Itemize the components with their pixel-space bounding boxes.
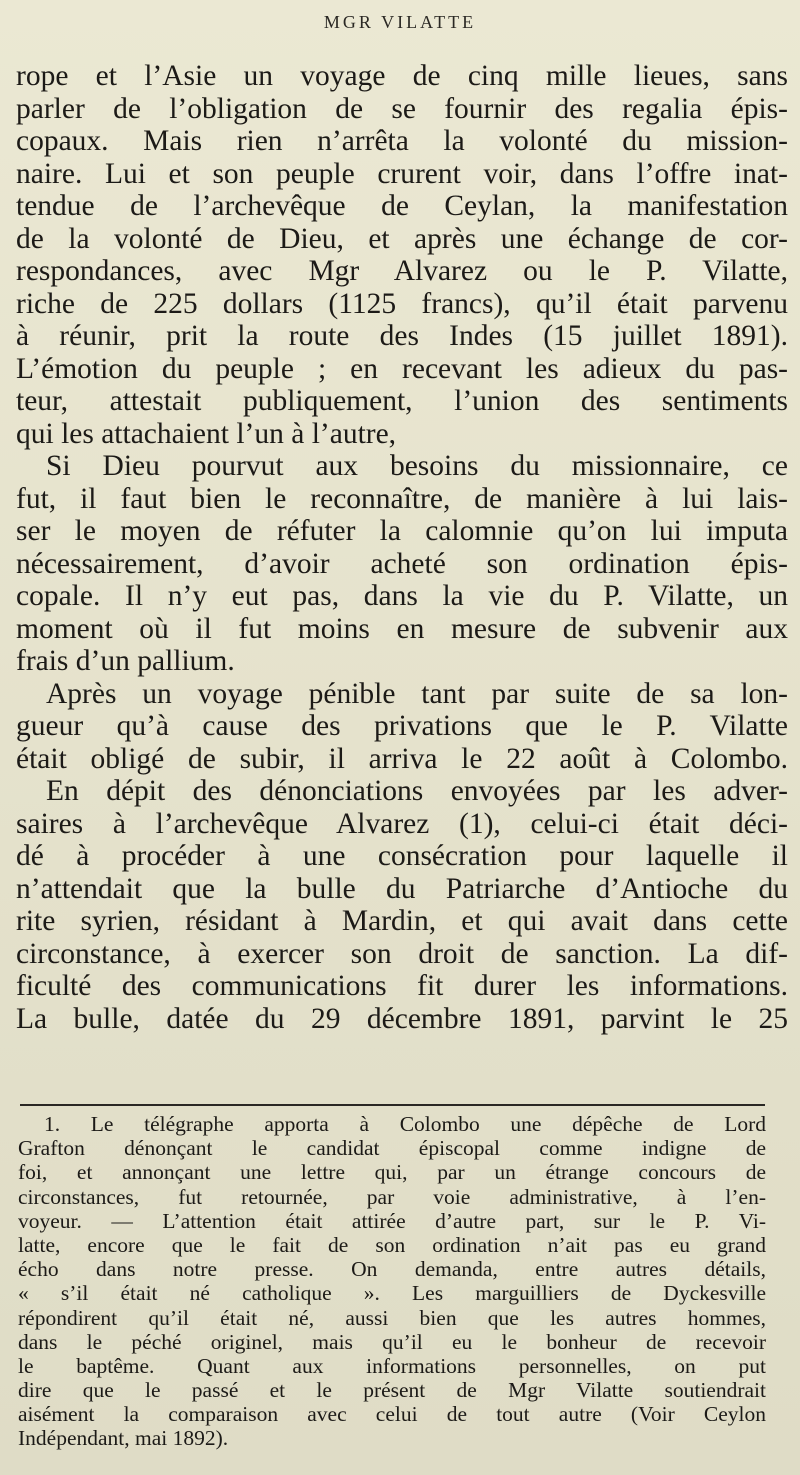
footnote-line: écho dans notre presse. On demanda, entre autres détails,: [18, 1257, 766, 1282]
footnote-line: « s’il était né catholique ». Les marguilliers de Dyckesville: [18, 1281, 766, 1306]
text-line: respondances, avec Mgr Alvarez ou le P. Vilatte,: [16, 255, 788, 287]
text-line: teur, attestait publiquement, l’union des sentiments: [16, 385, 788, 417]
text-line: rope et l’Asie un voyage de cinq mille lieues, sans: [16, 60, 788, 92]
text-line: copaux. Mais rien n’arrêta la volonté du mission-: [16, 125, 788, 157]
text-line: gueur qu’à cause des privations que le P. Vilatte: [16, 710, 788, 742]
text-line: n’attendait que la bulle du Patriarche d’Antioche du: [16, 872, 788, 905]
text-line: saires à l’archevêque Alvarez (1), celui-ci était déci-: [16, 807, 788, 840]
text-line: En dépit des dénonciations envoyées par les adver-: [46, 775, 788, 807]
text-line: frais d’un pallium.: [16, 645, 235, 677]
footnote: [18, 1112, 766, 1451]
footnote-line: foi, et annonçant une lettre qui, par un étrange concours de: [18, 1160, 766, 1185]
text-line: ficulté des communications fit durer les informations.: [16, 970, 788, 1002]
footnote-line: Grafton dénonçant le candidat épiscopal comme indigne de: [18, 1136, 766, 1161]
footnote-line: latte, encore que le fait de son ordination n’ait pas eu grand: [18, 1232, 766, 1257]
text-line: était obligé de subir, il arriva le 22 août à Colombo.: [16, 742, 788, 775]
text-line: Après un voyage pénible tant par suite de sa lon-: [46, 677, 788, 710]
text-line: riche de 225 dollars (1125 francs), qu’il était parvenu: [16, 287, 788, 320]
footnote-line: Indépendant, mai 1892).: [18, 1426, 229, 1451]
text-line: La bulle, datée du 29 décembre 1891, parvint le 25: [16, 1002, 788, 1035]
text-line: dé à procéder à une consécration pour laquelle il: [16, 840, 788, 872]
footnote-line: le baptême. Quant aux informations personnelles, on put: [18, 1353, 766, 1378]
text-line: Si Dieu pourvut aux besoins du missionnaire, ce: [46, 450, 788, 482]
text-line: de la volonté de Dieu, et après une échange de cor-: [16, 222, 788, 255]
text-line: naire. Lui et son peuple crurent voir, dans l’offre inat-: [16, 157, 788, 190]
footnote-separator: [20, 1104, 765, 1106]
footnote-line: 1. Le télégraphe apporta à Colombo une dépêche de Lord: [44, 1112, 766, 1136]
text-line: rite syrien, résidant à Mardin, et qui avait dans cette: [16, 905, 788, 937]
text-line: fut, il faut bien le reconnaître, de manière à lui lais-: [16, 482, 788, 515]
text-line: parler de l’obligation de se fournir des regalia épis-: [16, 92, 788, 125]
footnote-line: voyeur. — L’attention était attirée d’autre part, sur le P. Vi-: [18, 1208, 766, 1233]
text-line: qui les attachaient l’un à l’autre,: [16, 417, 397, 450]
footnote-line: répondirent qu’il était né, aussi bien que les autres hommes,: [18, 1305, 766, 1330]
main-text: [16, 60, 788, 1035]
text-line: à réunir, prit la route des Indes (15 juillet 1891).: [16, 320, 788, 352]
footnote-line: dire que le passé et le présent de Mgr Vilatte soutiendrait: [18, 1378, 766, 1403]
text-line: ser le moyen de réfuter la calomnie qu’on lui imputa: [16, 515, 788, 547]
text-line: copale. Il n’y eut pas, dans la vie du P. Vilatte, un: [16, 580, 788, 612]
footnote-line: circonstances, fut retournée, par voie administrative, à l’en-: [18, 1184, 766, 1209]
text-line: L’émotion du peuple ; en recevant les adieux du pas-: [16, 352, 788, 385]
text-line: tendue de l’archevêque de Ceylan, la manifestation: [16, 190, 788, 222]
text-line: moment où il fut moins en mesure de subvenir aux: [16, 612, 788, 645]
text-line: nécessairement, d’avoir acheté son ordination épis-: [16, 547, 788, 580]
footnote-line: aisément la comparaison avec celui de tout autre (Voir Ceylon: [18, 1402, 766, 1427]
footnote-line: dans le péché originel, mais qu’il eu le bonheur de recevoir: [18, 1329, 766, 1354]
text-line: circonstance, à exercer son droit de sanction. La dif-: [16, 937, 788, 970]
running-header: MGR VILATTE: [323, 12, 477, 32]
